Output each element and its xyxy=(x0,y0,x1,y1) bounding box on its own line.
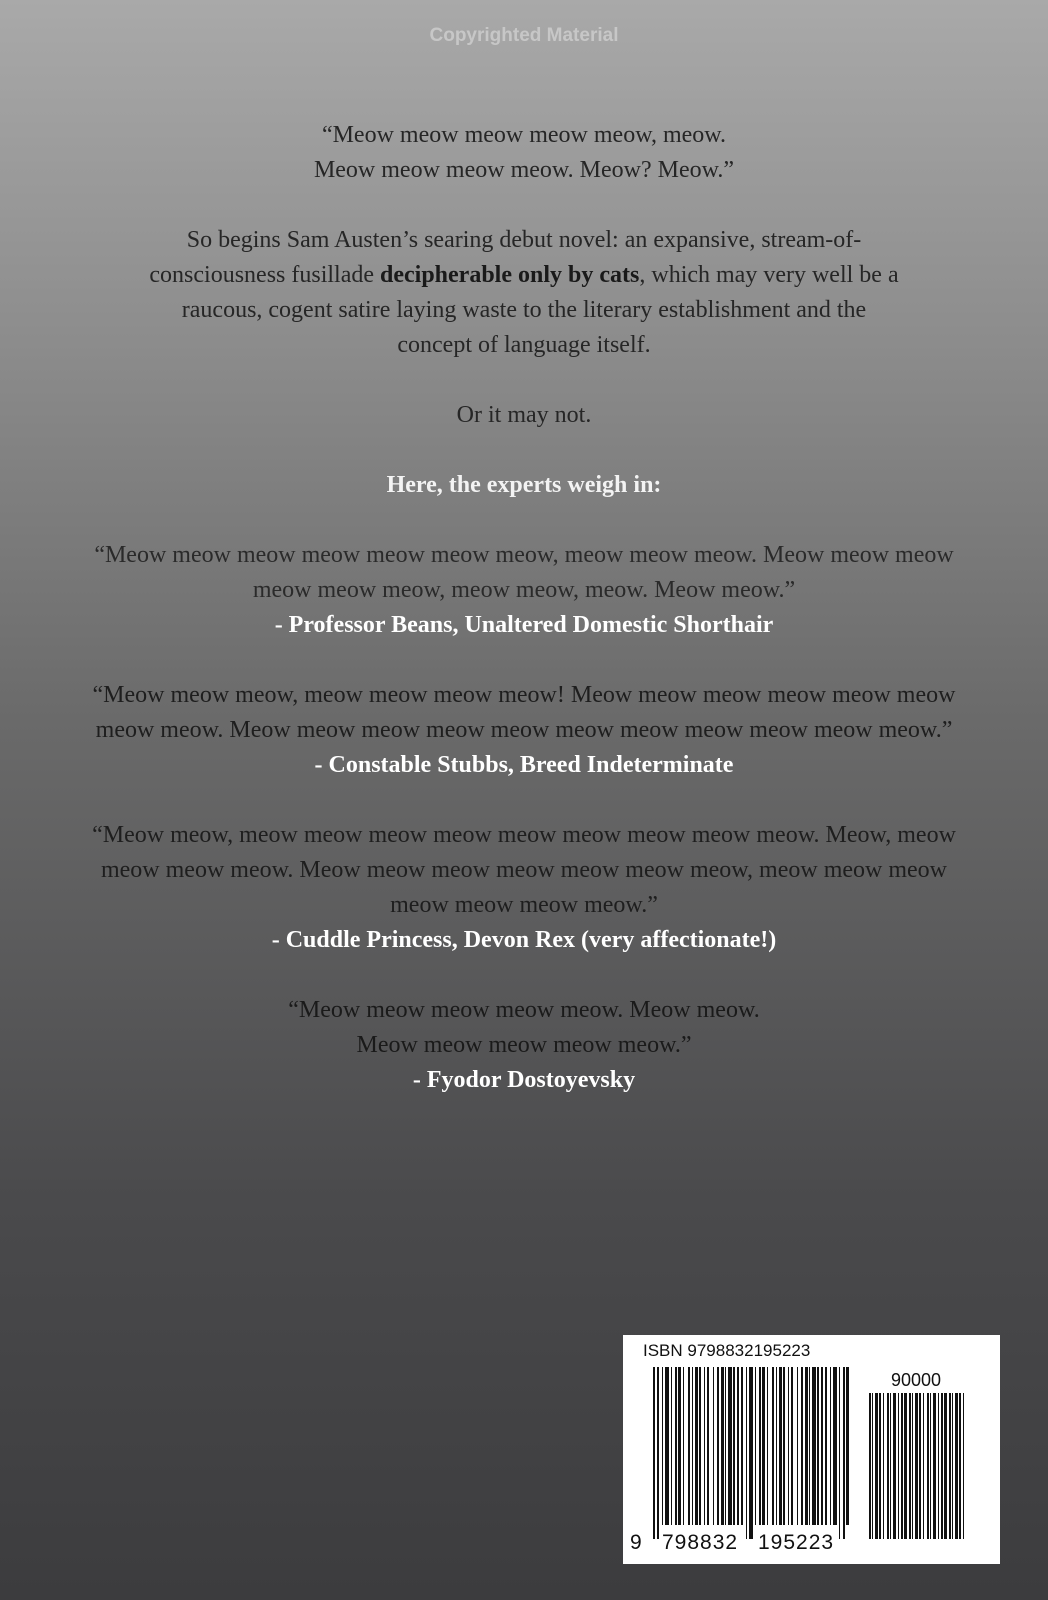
barcode-bar xyxy=(746,1367,747,1539)
blurb-quote-line2: Meow meow meow meow meow.” xyxy=(356,1032,692,1058)
barcode-bar xyxy=(890,1393,891,1539)
intro-before: So begins Sam Austen’s searing debut novel: an expansive, stream-of-consciousness fusillade xyxy=(149,227,862,288)
barcode-bar xyxy=(692,1367,693,1525)
barcode-first-digit: 9 xyxy=(630,1531,642,1554)
barcode-bars-addon xyxy=(869,1393,969,1539)
barcode-bar xyxy=(699,1367,701,1525)
barcode-bar xyxy=(809,1367,810,1525)
barcode-bar xyxy=(933,1393,936,1539)
barcode-bar xyxy=(923,1393,924,1539)
isbn-barcode xyxy=(623,1335,1000,1564)
barcode-bar xyxy=(713,1367,714,1525)
experts-heading: Here, the experts weigh in: xyxy=(386,472,662,498)
barcode-bar xyxy=(741,1367,743,1525)
intro-paragraph xyxy=(144,223,904,363)
barcode-bar xyxy=(662,1367,663,1525)
barcode-bar xyxy=(887,1393,889,1539)
isbn-label: ISBN 9798832195223 xyxy=(643,1341,811,1360)
barcode-bar xyxy=(728,1367,732,1525)
barcode-bar xyxy=(772,1367,774,1525)
barcode-bar xyxy=(817,1367,819,1525)
blurb-attribution: - Professor Beans, Unaltered Domestic Shorthair xyxy=(274,612,774,638)
barcode-bar xyxy=(759,1367,761,1525)
blurb-quote: “Meow meow meow, meow meow meow meow! Meow meow meow meow meow meow meow meow. Meow meow meow meow meow meow meow meow meow meow meow.” xyxy=(92,682,956,743)
barcode-bar xyxy=(805,1367,808,1525)
barcode-bar xyxy=(938,1393,939,1539)
barcode-bar xyxy=(872,1393,873,1539)
barcode-bar xyxy=(893,1393,896,1539)
barcode-bar xyxy=(963,1393,964,1539)
or-not-line: Or it may not. xyxy=(456,402,592,428)
barcode-bar xyxy=(678,1367,681,1525)
barcode-bar xyxy=(912,1393,913,1539)
barcode-bar xyxy=(833,1367,837,1525)
barcode-digit-group-2: 195223 xyxy=(758,1531,835,1554)
barcode-bar xyxy=(869,1393,871,1539)
barcode-bar xyxy=(952,1393,953,1539)
barcode-bar xyxy=(898,1393,899,1539)
barcode-bar xyxy=(791,1367,793,1525)
barcode-bar xyxy=(707,1367,709,1525)
barcode-bar xyxy=(843,1367,845,1539)
barcode-bar xyxy=(779,1367,782,1525)
barcode-bar xyxy=(725,1367,726,1525)
blurb-attribution: - Cuddle Princess, Devon Rex (very affectionate!) xyxy=(271,927,777,953)
barcode-bar xyxy=(825,1367,827,1525)
barcode-bar xyxy=(788,1367,789,1525)
barcode-bar xyxy=(717,1367,719,1525)
blurb-quote-line1: “Meow meow meow meow meow. Meow meow. xyxy=(288,997,760,1023)
barcode-bar xyxy=(915,1393,918,1539)
barcode-bar xyxy=(675,1367,677,1525)
barcode-digit-group-1: 798832 xyxy=(662,1531,739,1554)
barcode-bar xyxy=(755,1367,756,1525)
barcode-bar xyxy=(683,1367,684,1525)
blurb-quote: “Meow meow, meow meow meow meow meow meow meow meow meow. Meow, meow meow meow meow. Meow meow meow meow meow meow meow, meow meow meow meow meow meow meow.” xyxy=(92,822,956,918)
barcode-bar xyxy=(930,1393,931,1539)
back-cover-text xyxy=(0,118,1048,1098)
price-code: 90000 xyxy=(891,1370,942,1390)
intro-highlight: decipherable only by cats xyxy=(380,262,640,288)
barcode-bar xyxy=(949,1393,951,1539)
barcode-bar xyxy=(941,1393,943,1539)
barcode-bar xyxy=(883,1393,884,1539)
opening-quote xyxy=(174,118,874,188)
barcode-bar xyxy=(909,1393,911,1539)
blurb-1 xyxy=(74,538,974,643)
barcode-bar xyxy=(927,1393,929,1539)
barcode-bar xyxy=(688,1367,690,1525)
barcode-bar xyxy=(875,1393,878,1539)
barcode-bar xyxy=(776,1367,777,1525)
barcode-bar xyxy=(801,1367,803,1525)
barcode-bar xyxy=(830,1367,831,1525)
barcode-bar xyxy=(812,1367,816,1525)
barcode-bar xyxy=(721,1367,724,1525)
barcode-bar xyxy=(762,1367,765,1525)
barcode-bar xyxy=(733,1367,735,1525)
barcode-bar xyxy=(944,1393,947,1539)
barcode-bar xyxy=(919,1393,921,1539)
barcode-bar xyxy=(959,1393,961,1539)
blurb-2 xyxy=(84,678,964,783)
barcode-bar xyxy=(749,1367,753,1539)
barcode-bar xyxy=(955,1393,958,1539)
barcode-bar xyxy=(704,1367,705,1525)
intro-after: , which may very well be a raucous, cogent satire laying waste to the literary establishment and the concept of language itself. xyxy=(181,262,899,358)
blurb-attribution: - Constable Stubbs, Breed Indeterminate xyxy=(314,752,734,778)
opening-quote-line2: Meow meow meow meow. Meow? Meow.” xyxy=(313,157,735,183)
barcode-bar xyxy=(737,1367,739,1525)
barcode-bar xyxy=(783,1367,785,1525)
barcode-bar xyxy=(665,1367,669,1525)
barcode-bar xyxy=(846,1367,849,1525)
blurb-attribution: - Fyodor Dostoyevsky xyxy=(412,1067,636,1093)
opening-quote-line1: “Meow meow meow meow meow, meow. xyxy=(321,122,727,148)
blurb-4 xyxy=(244,993,804,1098)
barcode-bar xyxy=(695,1367,698,1525)
barcode-bar xyxy=(653,1367,655,1539)
watermark-top: Copyrighted Material xyxy=(429,25,619,46)
barcode-bar xyxy=(879,1393,881,1539)
barcode-bar xyxy=(767,1367,768,1525)
barcode-bar xyxy=(671,1367,672,1525)
barcode-bar xyxy=(797,1367,798,1525)
barcode-bar xyxy=(901,1393,903,1539)
blurb-3 xyxy=(84,818,964,958)
barcode-bar xyxy=(839,1367,840,1539)
barcode-bar xyxy=(657,1367,659,1539)
blurb-quote: “Meow meow meow meow meow meow meow, meow meow meow. Meow meow meow meow meow meow, meow meow, meow. Meow meow.” xyxy=(94,542,954,603)
barcode-bars-main xyxy=(653,1367,853,1539)
barcode-bar xyxy=(904,1393,907,1539)
barcode-bar xyxy=(821,1367,823,1525)
